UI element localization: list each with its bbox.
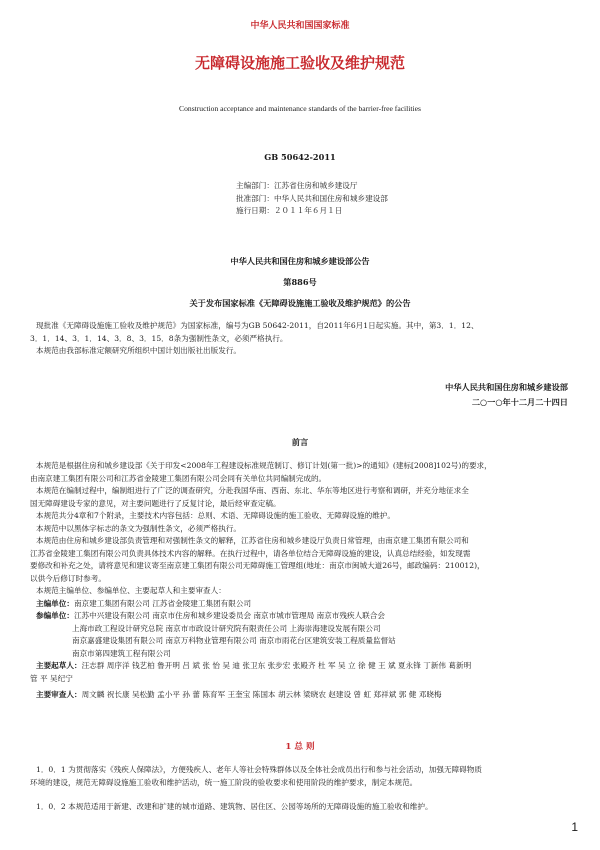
english-title: Construction acceptance and maintenance standards of the barrier-free facilities [179,104,421,113]
participating-units-row [36,610,568,623]
drafters-line-2: 管 平 吴纪宁 [30,673,73,683]
foreword-p5-line4: 以供今后修订时参考。 [30,573,106,583]
foreword-p1-line1: 本规范是根据住房和城乡建设部《关于印发<2008年工程建设标准规范制订、修订计划(第一批)>的通知》(建标[2008]102号)的要求， [36,461,492,470]
foreword-p5-line3: 要修改和补充之处，请将意见和建议寄至南京建工集团有限公司无障碍施工管理组(地址：南京市闽城大道26号，邮政编码：210012)， [30,561,485,570]
participating-units-line-2: 上海市政工程设计研究总院 南京市市政设计研究院有限责任公司 上海崇海建设发展有限公司 [72,623,381,633]
clause-1-0-1-line1: 1．0．1 为贯彻落实《残疾人保障法》，方便残疾人、老年人等社会特殊群体以及全体社会成员出行和参与社会活动，加强无障碍物质 [36,765,482,774]
announcement-line-1: 现批准《无障碍设施施工验收及维护规范》为国家标准，编号为GB 50642-2011，自2011年6月1日起实施。其中，第3．1．12、 [36,321,479,330]
chapter-1-body [30,764,568,814]
foreword-p5-line1: 本规范由住房和城乡建设部负责管理和对强制性条文的解释，江苏省住房和城乡建设厅负责日常管理，由南京建工集团有限公司和 [36,536,469,545]
foreword-p3: 本规范共分4章和7个附录，主要技术内容包括：总则、术语、无障碍设施的施工验收、无障碍设施的维护。 [36,511,395,520]
foreword-p2-line1: 本规范在编制过程中，编制组进行了广泛的调查研究，分赴我国华南、西南、东北、华东等地区进行考察和调研，并充分地征求全 [36,486,469,495]
announcement-body [30,320,568,358]
foreword-p6: 本规范主编单位、参编单位、主要起草人和主要审查人： [36,586,226,595]
national-standard-label: 中华人民共和国国家标准 [250,21,350,31]
foreword-heading: 前言 [291,437,309,447]
document-title: 无障碍设施施工验收及维护规范 [194,54,405,72]
foreword-p4: 本规范中以黑体字标志的条文为强制性条文，必须严格执行。 [36,523,242,533]
meta-block [0,180,600,218]
chapter-1-heading: 1 总 则 [285,742,315,752]
foreword-p2-line2: 国无障碍建设专家的意见，对主要问题进行了反复讨论，最后经审查定稿。 [30,498,281,508]
foreword-p1-line2: 由南京建工集团有限公司和江苏省金陵建工集团有限公司会同有关单位共同编制完成的。 [30,473,327,483]
reviewers-row [36,689,568,702]
announcement-line-2: 3．1．14、3．1．14、3．8、3．15．8条为强制性条文，必须严格执行。 [30,333,288,343]
drafters-label: 主要起草人： [36,661,82,670]
drafters-row [36,660,568,673]
participating-units-line-3: 南京嘉盛建设集团有限公司 南京万科物业管理有限公司 南京市雨花台区建筑安装工程质量监督站 [72,636,396,645]
announcement-ministry: 中华人民共和国住房和城乡建设部公告 [230,256,370,266]
drafters-line-1: 汪志群 周序洋 钱艺柏 鲁开明 吕 斌 张 怡 吴 迪 张卫东 张步宏 张殿齐 杜 军 吴 立 徐 健 王 斌 夏永锋 丁新伟 葛新明 [81,661,472,670]
announcement-number: 第886号 [283,277,317,287]
meta-effective: 施行日期：２０１１年６月１日 [236,206,343,215]
signature-org: 中华人民共和国住房和城乡建设部 [445,382,568,392]
foreword-p5-line2: 江苏省金陵建工集团有限公司负责具体技术内容的解释。在执行过程中，请各单位结合无障碍设施的建设，认真总结经验，如发现需 [30,548,471,558]
participating-units-line-1: 江苏中兴建设有限公司 南京市住房和城乡建设委员会 南京市城市管理局 南京市残疾人联合会 [73,611,385,620]
signature-date: 二○一○年十二月二十四日 [471,397,568,407]
clause-1-0-1-line2: 环境的建设，规范无障碍设施施工验收和维护活动，统一施工阶段的验收要求和使用阶段的维护要求，制定本规范。 [30,777,418,787]
chief-units-label: 主编单位： [36,598,74,608]
standard-code: GB 50642-2011 [264,152,336,162]
reviewers: 周文麟 祝长康 吴松勤 孟小平 孙 蕾 陈育军 王奎宝 陈国本 胡云林 梁晓农 赵建设 曾 虹 郑祥斌 郭 健 邓晓梅 [81,690,442,699]
announcement-subject: 关于发布国家标准《无障碍设施施工验收及维护规范》的公告 [189,298,411,308]
reviewers-label: 主要审查人： [36,690,82,699]
participating-units-line-4: 南京市第四建筑工程有限公司 [72,648,171,658]
meta-approver: 批准部门：中华人民共和国住房和城乡建设部 [236,193,388,203]
chief-units: 南京建工集团有限公司 江苏省金陵建工集团有限公司 [73,598,252,608]
meta-editor: 主编部门：江苏省住房和城乡建设厅 [236,181,358,190]
announcement-line-3: 本规范由我部标准定额研究所组织中国计划出版社出版发行。 [36,346,242,355]
participating-units-label: 参编单位： [36,611,74,620]
chief-units-row [36,598,568,611]
page-number: 1 [571,820,578,834]
foreword-body [30,460,568,702]
clause-1-0-2: 1．0．2 本规范适用于新建、改建和扩建的城市道路、建筑物、居住区、公园等场所的无障碍设施的施工验收和维护。 [36,802,433,811]
